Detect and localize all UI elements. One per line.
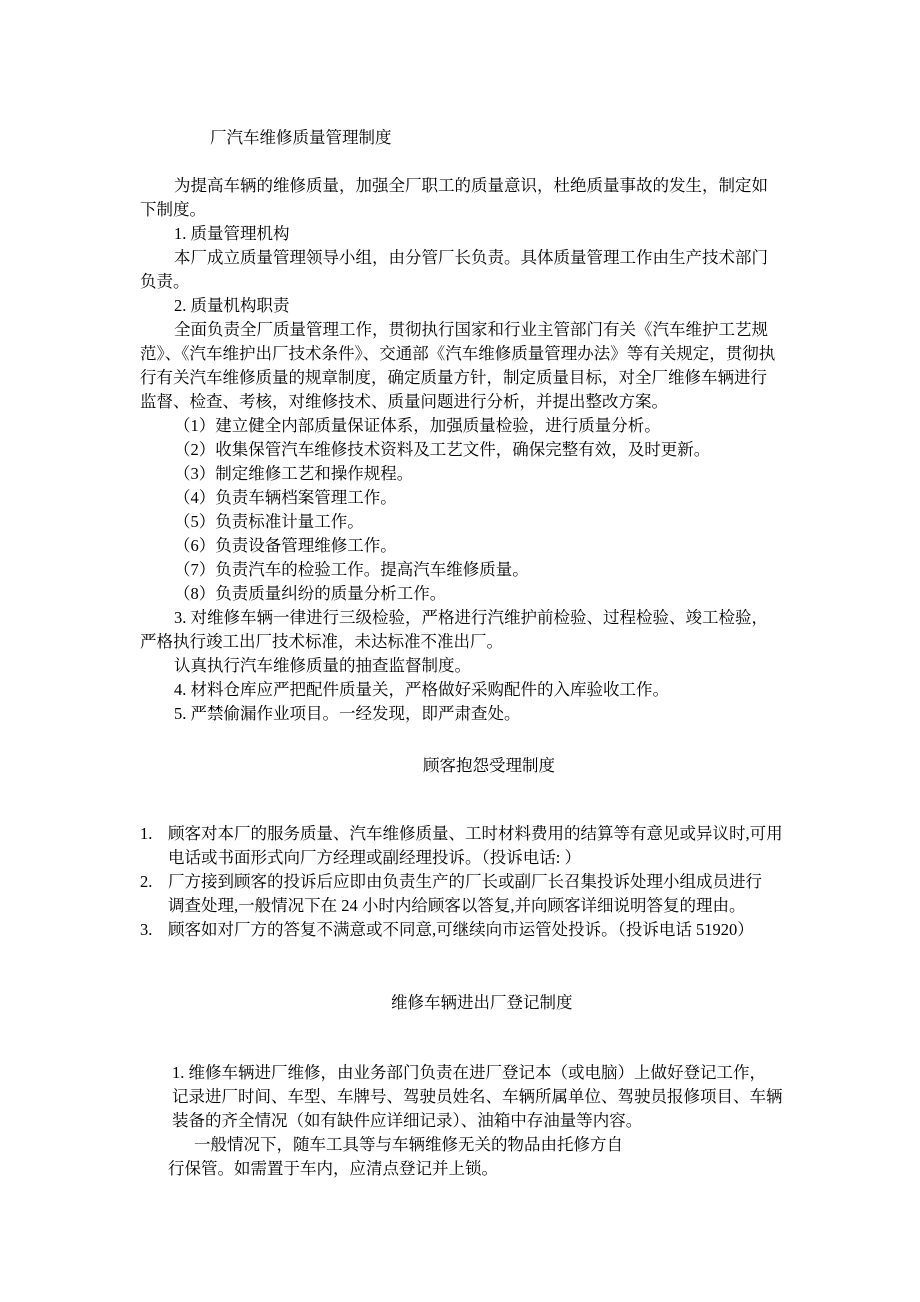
section-title-complaints: 顾客抱怨受理制度 [423,756,555,775]
paragraph-line: 严格执行竣工出厂技术标准，未达标准不准出厂。 [140,632,503,651]
duty-item: （4）负责车辆档案管理工作。 [174,488,397,507]
section-title-quality: 厂汽车维修质量管理制度 [210,128,392,147]
paragraph-line: 行有关汽车维修质量的规章制度，确定质量方针，制定质量目标，对全厂维修车辆进行 [140,368,767,387]
complaint-item-line: 调查处理,一般情况下在 24 小时内给顾客以答复,并向顾客详细说明答复的理由。 [168,896,746,915]
paragraph-line: 3. 对维修车辆一律进行三级检验，严格进行汽维护前检验、过程检验、竣工检验， [174,608,768,627]
complaint-item-number: 3. [140,920,153,939]
duty-item: （5）负责标准计量工作。 [174,512,364,531]
heading-quality-duties: 2. 质量机构职责 [174,296,290,315]
paragraph-line: 全面负责全厂质量管理工作，贯彻执行国家和行业主管部门有关《汽车维护工艺规 [174,320,768,339]
heading-quality-org: 1. 质量管理机构 [174,224,290,243]
intro-line: 下制度。 [140,200,206,219]
paragraph-line: 认真执行汽车维修质量的抽查监督制度。 [174,656,471,675]
duty-item: （8）负责质量纠纷的质量分析工作。 [174,584,447,603]
paragraph-line: 监督、检查、考核，对维修技术、质量问题进行分析，并提出整改方案。 [140,392,668,411]
duty-item: （7）负责汽车的检验工作。提高汽车维修质量。 [174,560,529,579]
section-title-vehicle-registration: 维修车辆进出厂登记制度 [391,993,573,1012]
paragraph-line: 一般情况下，随车工具等与车辆维修无关的物品由托修方自 [194,1135,623,1154]
duty-item: （6）负责设备管理维修工作。 [174,536,397,555]
paragraph-line: 行保管。如需置于车内，应清点登记并上锁。 [168,1159,498,1178]
complaint-item-number: 1. [140,824,153,843]
paragraph-line: 1. 维修车辆进厂维修，由业务部门负责在进厂登记本（或电脑）上做好登记工作， [172,1063,766,1082]
paragraph-line: 4. 材料仓库应严把配件质量关，严格做好采购配件的入库验收工作。 [174,680,669,699]
paragraph-line: 记录进厂时间、车型、车牌号、驾驶员姓名、车辆所属单位、驾驶员报修项目、车辆 [172,1087,783,1106]
paragraph-line: 范》、《汽车维护出厂技术条件》、交通部《汽车维修质量管理办法》等有关规定，贯彻执 [140,344,776,363]
paragraph-line: 装备的齐全情况（如有缺件应详细记录）、油箱中存油量等内容。 [172,1111,643,1130]
complaint-item-line: 顾客对本厂的服务质量、汽车维修质量、工时材料费用的结算等有意见或异议时,可用 [168,824,783,843]
duty-item: （3）制定维修工艺和操作规程。 [174,464,414,483]
paragraph-line: 负责。 [140,272,190,291]
intro-line: 为提高车辆的维修质量，加强全厂职工的质量意识，杜绝质量事故的发生，制定如 [174,176,768,195]
paragraph-line: 本厂成立质量管理领导小组，由分管厂长负责。具体质量管理工作由生产技术部门 [174,248,768,267]
complaint-item-line: 顾客如对厂方的答复不满意或不同意,可继续向市运管处投诉。（投诉电话 51920） [168,920,754,939]
duty-item: （1）建立健全内部质量保证体系，加强质量检验，进行质量分析。 [174,416,661,435]
paragraph-line: 5. 严禁偷漏作业项目。一经发现，即严肃查处。 [174,704,521,723]
complaint-item-line: 厂方接到顾客的投诉后应即由负责生产的厂长或副厂长召集投诉处理小组成员进行 [168,872,762,891]
complaint-item-number: 2. [140,872,153,891]
duty-item: （2）收集保管汽车维修技术资料及工艺文件，确保完整有效，及时更新。 [174,440,711,459]
complaint-item-line: 电话或书面形式向厂方经理或副经理投诉。（投诉电话: ） [168,848,581,867]
